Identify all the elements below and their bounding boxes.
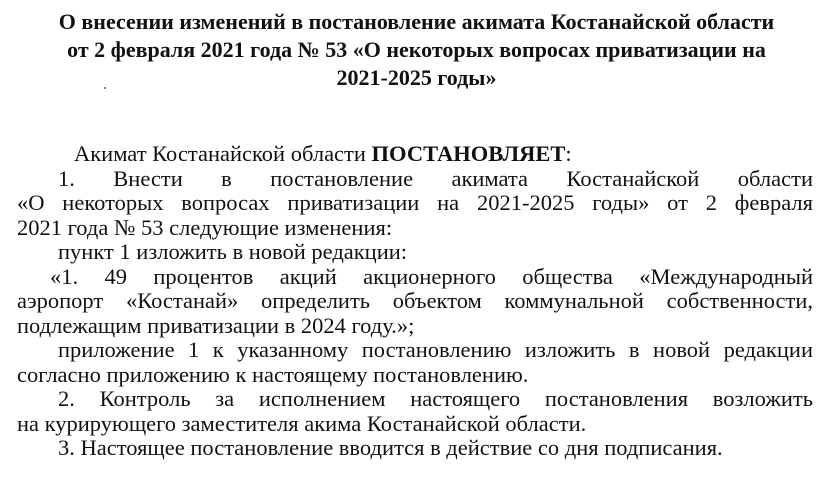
- paragraph-line: приложение 1 к указанному постановлению изложить в новой редакции: [58, 337, 813, 362]
- paragraph-line: 2021 года № 53 следующие изменения:: [17, 214, 393, 240]
- document-title: [20, 8, 813, 92]
- document-body: [17, 142, 813, 461]
- paragraph-line: согласно приложению к настоящему постановлению.: [17, 361, 529, 387]
- paragraph-line: «О некоторых вопросах приватизации на 2021-2025 годы» от 2 февраля: [17, 190, 813, 215]
- scan-speck: [104, 87, 106, 89]
- paragraph-line: на курирующего заместителя акима Костанайской области.: [17, 410, 587, 436]
- preamble: [17, 142, 813, 167]
- paragraph-line: 1. Внести в постановление акимата Костанайской области: [58, 165, 813, 191]
- paragraph-line: «1. 49 процентов акций акционерного общества «Международный: [50, 263, 813, 289]
- title-line: 2021-2025 годы»: [336, 65, 497, 90]
- preamble-emphasis: ПОСТАНОВЛЯЕТ: [371, 141, 566, 166]
- title-line: О внесении изменений в постановление акимата Костанайской области: [58, 9, 775, 34]
- title-line: от 2 февраля 2021 года № 53 «О некоторых вопросах приватизации на: [67, 37, 766, 62]
- preamble-suffix: :: [565, 141, 572, 166]
- paragraph-line: пункт 1 изложить в новой редакции:: [58, 239, 408, 264]
- preamble-text: Акимат Костанайской области: [74, 141, 372, 166]
- paragraph-line: 3. Настоящее постановление вводится в действие со дня подписания.: [58, 435, 723, 460]
- paragraph-line: 2. Контроль за исполнением настоящего постановления возложить: [58, 386, 813, 411]
- paragraph-line: аэропорт «Костанай» определить объектом коммунальной собственности,: [17, 288, 813, 313]
- paragraph-line: подлежащим приватизации в 2024 году.»;: [17, 312, 415, 338]
